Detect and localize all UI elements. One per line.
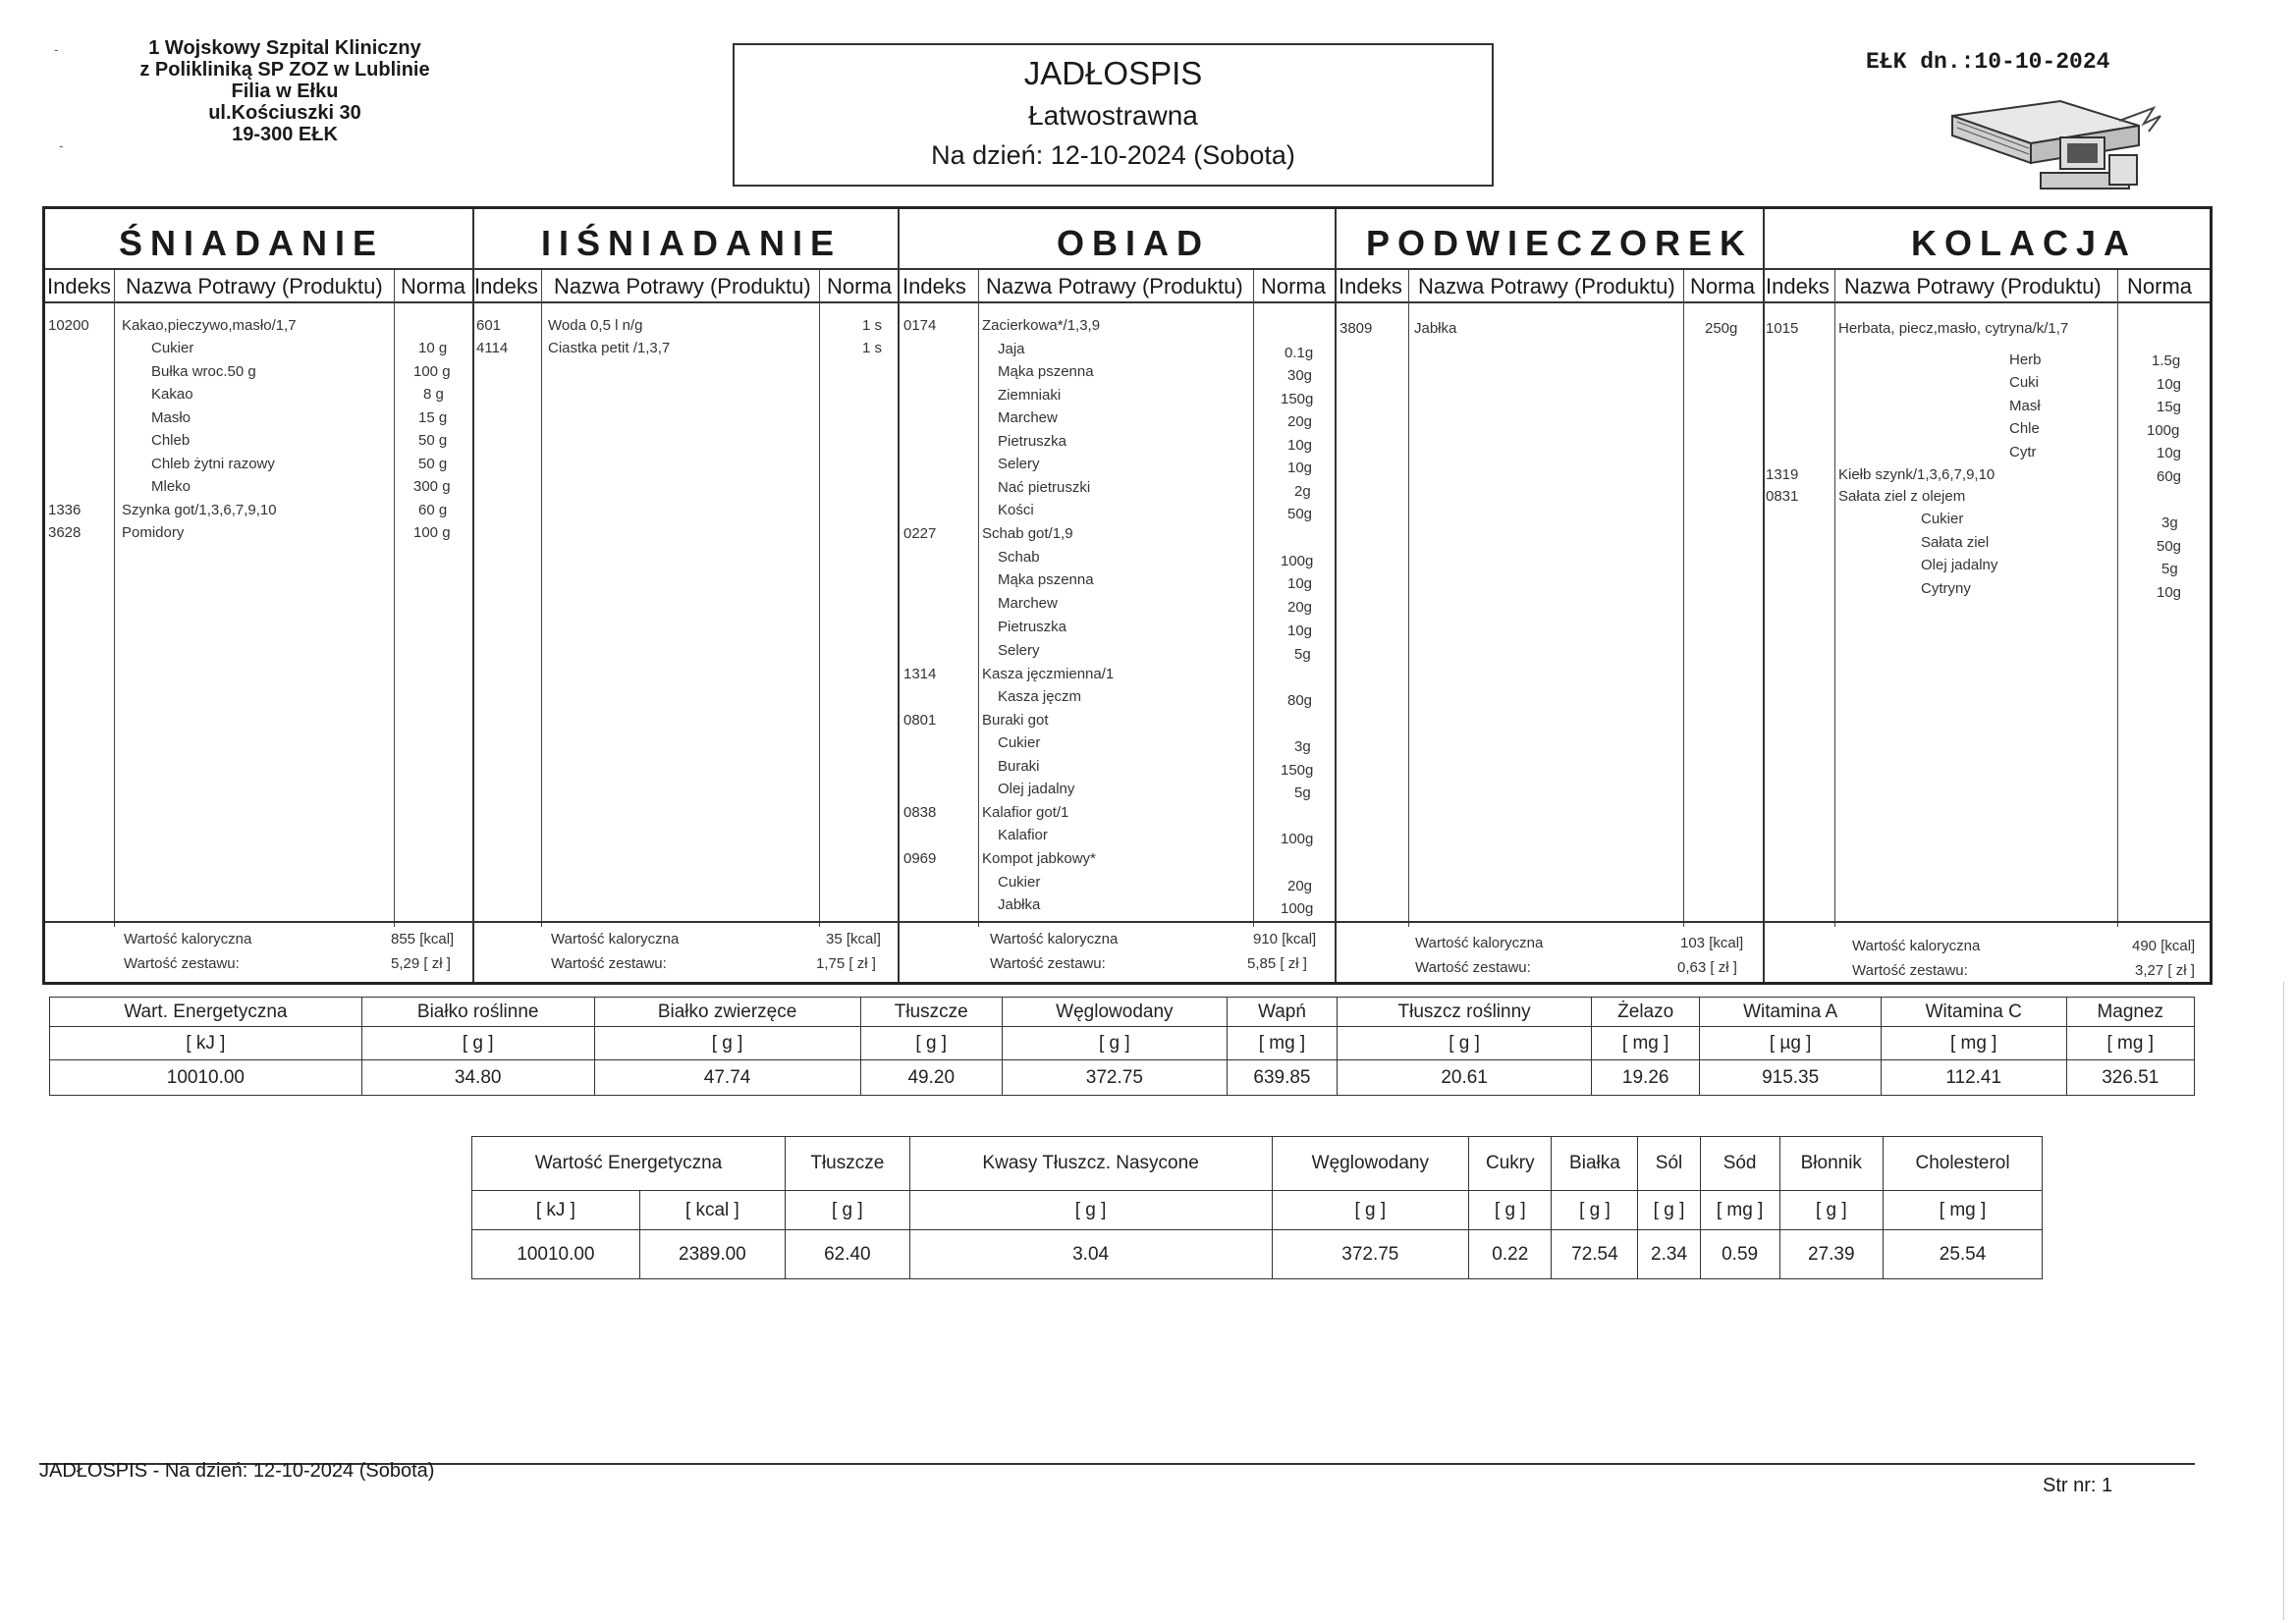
column-line bbox=[1683, 270, 1684, 927]
nutrient-unit: [ g ] bbox=[1638, 1191, 1700, 1230]
section-divider bbox=[472, 209, 474, 982]
dish-name: Schab got/1,9 bbox=[982, 525, 1073, 542]
hospital-line-3: Filia w Ełku bbox=[231, 81, 339, 102]
col-index: Indeks bbox=[1766, 274, 1830, 298]
col-norm: Norma bbox=[2127, 274, 2193, 298]
nutrient-value: 62.40 bbox=[786, 1230, 910, 1279]
item-norm: 100g bbox=[1281, 831, 1314, 847]
nutrition-value-row bbox=[50, 1060, 2195, 1096]
col-norm: Norma bbox=[1261, 274, 1327, 298]
item-norm: 300 g bbox=[413, 478, 451, 495]
nutrient-unit: [ g ] bbox=[1002, 1027, 1227, 1060]
ingredient: Selery bbox=[998, 456, 1040, 472]
item-norm: 15 g bbox=[418, 409, 448, 426]
ii-sniadanie-set-value: 1,75 [ zł ] bbox=[816, 955, 876, 972]
nutrient-value: 47.74 bbox=[594, 1060, 860, 1096]
ingredient: Nać pietruszki bbox=[998, 479, 1091, 496]
nutrient-header: Węglowodany bbox=[1002, 998, 1227, 1027]
section-title-ii-sniadanie: IIŚNIADANIE bbox=[541, 223, 843, 263]
nutrient-value: 372.75 bbox=[1002, 1060, 1227, 1096]
nutrient-value: 25.54 bbox=[1884, 1230, 2043, 1279]
ingredient: Jaja bbox=[998, 341, 1025, 357]
nutrient-unit: [ g ] bbox=[1338, 1027, 1592, 1060]
column-header-row bbox=[45, 270, 2210, 303]
item-norm: 8 g bbox=[423, 386, 444, 403]
nutrient-unit: [ g ] bbox=[909, 1191, 1272, 1230]
item-norm: 10g bbox=[1287, 437, 1313, 454]
nutrient-value: 10010.00 bbox=[50, 1060, 362, 1096]
nutrition-header-row bbox=[472, 1137, 2043, 1191]
item-norm: 5g bbox=[1294, 784, 1311, 801]
section-footers bbox=[45, 921, 2210, 982]
ingredient: Kalafior bbox=[998, 827, 1048, 843]
dish-name: Sałata ziel z olejem bbox=[1838, 488, 1966, 505]
nutrition-summary-table bbox=[49, 997, 2195, 1096]
item-norm: 100 g bbox=[413, 524, 451, 541]
item-norm: 5g bbox=[2161, 561, 2178, 577]
item-norm: 50 g bbox=[418, 432, 448, 449]
item-index: 0801 bbox=[903, 712, 937, 729]
item-index: 0227 bbox=[903, 525, 937, 542]
ingredient: Cukier bbox=[998, 734, 1041, 751]
ingredient: Cukier bbox=[1921, 511, 1964, 527]
nutrient-unit: [ g ] bbox=[1272, 1191, 1469, 1230]
dish-name: Jabłka bbox=[1414, 320, 1457, 337]
obiad-set-value: 5,85 [ zł ] bbox=[1247, 955, 1307, 972]
column-line bbox=[1834, 270, 1835, 927]
item-norm: 0.1g bbox=[1285, 345, 1314, 361]
nutrient-unit: [ g ] bbox=[1469, 1191, 1552, 1230]
nutrient-value: 20.61 bbox=[1338, 1060, 1592, 1096]
ingredient: Olej jadalny bbox=[1921, 557, 1998, 573]
column-line bbox=[1253, 270, 1254, 927]
column-line bbox=[394, 270, 395, 927]
ingredient: Ziemniaki bbox=[998, 387, 1062, 404]
nutrient-value: 372.75 bbox=[1272, 1230, 1469, 1279]
nutrition-label-table bbox=[471, 1136, 2043, 1279]
nutrient-unit: [ g ] bbox=[1779, 1191, 1884, 1230]
nutrient-header: Tłuszcz roślinny bbox=[1338, 998, 1592, 1027]
item-norm: 100g bbox=[1281, 900, 1314, 917]
item-norm: 10g bbox=[2157, 376, 2182, 393]
col-index: Indeks bbox=[902, 274, 966, 298]
dish-name: Kasza jęczmienna/1 bbox=[982, 666, 1115, 682]
col-name: Nazwa Potrawy (Produktu) bbox=[986, 274, 1243, 298]
hospital-address bbox=[98, 37, 471, 145]
nutrient-unit: [ mg ] bbox=[1700, 1191, 1779, 1230]
hospital-line-2: z Polikliniką SP ZOZ w Lublinie bbox=[139, 59, 430, 81]
nutrient-unit: [ g ] bbox=[361, 1027, 594, 1060]
nutrient-header: Cholesterol bbox=[1884, 1137, 2043, 1191]
nutrient-unit: [ kJ ] bbox=[50, 1027, 362, 1060]
nutrient-unit: [ g ] bbox=[860, 1027, 1002, 1060]
nutrient-value: 0.22 bbox=[1469, 1230, 1552, 1279]
ii-sniadanie-calories: 35 [kcal] bbox=[826, 931, 881, 947]
nutrient-unit: [ kJ ] bbox=[472, 1191, 640, 1230]
col-norm: Norma bbox=[827, 274, 893, 298]
nutrient-unit: [ µg ] bbox=[1700, 1027, 1882, 1060]
section-divider bbox=[898, 209, 900, 982]
nutrient-header: Białko roślinne bbox=[361, 998, 594, 1027]
section-title-sniadanie: ŚNIADANIE bbox=[119, 223, 385, 263]
dish-name: Kakao,pieczywo,masło/1,7 bbox=[122, 317, 297, 334]
ingredient: Chle bbox=[2009, 420, 2040, 437]
item-norm: 20g bbox=[1287, 599, 1313, 616]
item-index: 0831 bbox=[1766, 488, 1799, 505]
calories-label: Wartość kaloryczna bbox=[1852, 938, 1981, 954]
nutrient-unit: [ mg ] bbox=[1881, 1027, 2066, 1060]
set-value-label: Wartość zestawu: bbox=[124, 955, 240, 972]
title-box bbox=[733, 43, 1494, 187]
books-computer-icon bbox=[1942, 96, 2168, 194]
set-value-label: Wartość zestawu: bbox=[1415, 959, 1531, 976]
ingredient: Schab bbox=[998, 549, 1040, 566]
ingredient: Cuki bbox=[2009, 374, 2040, 391]
ingredient: Chleb bbox=[151, 432, 191, 449]
col-name: Nazwa Potrawy (Produktu) bbox=[1844, 274, 2102, 298]
column-line bbox=[2117, 270, 2118, 927]
ingredient: Mąka pszenna bbox=[998, 363, 1094, 380]
item-index: 601 bbox=[476, 317, 502, 334]
kolacja-calories: 490 [kcal] bbox=[2132, 938, 2196, 954]
dish-name: Buraki got bbox=[982, 712, 1049, 729]
item-index: 3809 bbox=[1339, 320, 1373, 337]
nutrient-unit: [ g ] bbox=[786, 1191, 910, 1230]
calories-label: Wartość kaloryczna bbox=[990, 931, 1119, 947]
section-divider bbox=[1335, 209, 1337, 982]
section-titles bbox=[45, 209, 2210, 270]
nutrient-value: 72.54 bbox=[1552, 1230, 1638, 1279]
item-index: 0969 bbox=[903, 850, 937, 867]
column-line bbox=[1408, 270, 1409, 927]
col-norm: Norma bbox=[1690, 274, 1756, 298]
column-line bbox=[114, 270, 115, 927]
item-norm: 15g bbox=[2157, 399, 2182, 415]
section-title-podwieczorek: PODWIECZOREK bbox=[1366, 223, 1754, 263]
item-norm: 100g bbox=[2147, 422, 2180, 439]
hospital-line-5: 19-300 EŁK bbox=[232, 124, 338, 145]
ingredient: Mąka pszenna bbox=[998, 571, 1094, 588]
calories-label: Wartość kaloryczna bbox=[1415, 935, 1544, 951]
footer-title: JADŁOSPIS - Na dzień: 12-10-2024 (Sobota) bbox=[39, 1460, 435, 1482]
section-title-obiad: OBIAD bbox=[1057, 223, 1210, 263]
ingredient: Selery bbox=[998, 642, 1040, 659]
item-norm: 5g bbox=[1294, 646, 1311, 663]
item-index: 1319 bbox=[1766, 466, 1799, 483]
ingredient: Kasza jęczm bbox=[998, 688, 1082, 705]
menu-table bbox=[42, 206, 2213, 985]
ingredient: Kości bbox=[998, 502, 1034, 518]
col-index: Indeks bbox=[1339, 274, 1402, 298]
col-name: Nazwa Potrawy (Produktu) bbox=[126, 274, 383, 298]
nutrient-header: Sód bbox=[1700, 1137, 1779, 1191]
column-line bbox=[819, 270, 820, 927]
dish-name: Kompot jabkowy* bbox=[982, 850, 1096, 867]
nutrient-header: Witamina A bbox=[1700, 998, 1882, 1027]
item-norm: 50 g bbox=[418, 456, 448, 472]
item-norm: 10g bbox=[1287, 622, 1313, 639]
dish-name: Szynka got/1,3,6,7,9,10 bbox=[122, 502, 277, 518]
sniadanie-set-value: 5,29 [ zł ] bbox=[391, 955, 451, 972]
ingredient: Cukier bbox=[998, 874, 1041, 891]
item-norm: 100 g bbox=[413, 363, 451, 380]
nutrient-header: Wart. Energetyczna bbox=[50, 998, 362, 1027]
item-index: 1336 bbox=[48, 502, 82, 518]
ingredient: Pietruszka bbox=[998, 619, 1067, 635]
nutrient-unit: [ g ] bbox=[594, 1027, 860, 1060]
ingredient: Marchew bbox=[998, 595, 1058, 612]
nutrient-value: 19.26 bbox=[1592, 1060, 1700, 1096]
item-norm: 10g bbox=[1287, 460, 1313, 476]
item-norm: 100g bbox=[1281, 553, 1314, 569]
nutrient-header: Sól bbox=[1638, 1137, 1700, 1191]
item-norm: 3g bbox=[2161, 514, 2178, 531]
nutrient-value: 10010.00 bbox=[472, 1230, 640, 1279]
nutrient-value: 27.39 bbox=[1779, 1230, 1884, 1279]
nutrient-unit: [ g ] bbox=[1552, 1191, 1638, 1230]
item-norm: 1 s bbox=[862, 317, 883, 334]
dish-name: Kalafior got/1 bbox=[982, 804, 1069, 821]
scan-mark: - bbox=[59, 137, 64, 153]
item-index: 3628 bbox=[48, 524, 82, 541]
obiad-calories: 910 [kcal] bbox=[1253, 931, 1317, 947]
ingredient: Chleb żytni razowy bbox=[151, 456, 275, 472]
set-value-label: Wartość zestawu: bbox=[990, 955, 1106, 972]
scan-edge bbox=[2283, 982, 2284, 1620]
nutrient-value: 2.34 bbox=[1638, 1230, 1700, 1279]
section-title-kolacja: KOLACJA bbox=[1911, 223, 2138, 263]
item-index: 1314 bbox=[903, 666, 937, 682]
column-line bbox=[978, 270, 979, 927]
item-norm: 60g bbox=[2157, 468, 2182, 485]
nutrient-header: Białko zwierzęce bbox=[594, 998, 860, 1027]
podwieczorek-calories: 103 [kcal] bbox=[1680, 935, 1744, 951]
ingredient: Olej jadalny bbox=[998, 781, 1075, 797]
nutrient-value: 112.41 bbox=[1881, 1060, 2066, 1096]
item-norm: 10 g bbox=[418, 340, 448, 356]
diet-name: Łatwostrawna bbox=[1028, 100, 1198, 131]
nutrient-header: Żelazo bbox=[1592, 998, 1700, 1027]
ingredient: Mleko bbox=[151, 478, 191, 495]
ingredient: Bułka wroc.50 g bbox=[151, 363, 256, 380]
nutrient-unit: [ mg ] bbox=[1227, 1027, 1337, 1060]
nutrition-unit-row bbox=[472, 1191, 2043, 1230]
scan-mark: - bbox=[54, 41, 59, 57]
ingredient: Buraki bbox=[998, 758, 1040, 775]
item-norm: 50g bbox=[2157, 538, 2182, 555]
col-name: Nazwa Potrawy (Produktu) bbox=[1418, 274, 1675, 298]
nutrition-unit-row bbox=[50, 1027, 2195, 1060]
nutrient-header: Cukry bbox=[1469, 1137, 1552, 1191]
dish-name: Woda 0,5 l n/g bbox=[548, 317, 643, 334]
dish-name: Herbata, piecz,masło, cytryna/k/1,7 bbox=[1838, 320, 2069, 337]
nutrient-header: Witamina C bbox=[1881, 998, 2066, 1027]
item-norm: 20g bbox=[1287, 413, 1313, 430]
item-index: 4114 bbox=[476, 340, 509, 356]
nutrient-value: 2389.00 bbox=[639, 1230, 785, 1279]
section-divider bbox=[1763, 209, 1765, 982]
nutrient-header: Białka bbox=[1552, 1137, 1638, 1191]
nutrient-unit: [ mg ] bbox=[1884, 1191, 2043, 1230]
hospital-line-1: 1 Wojskowy Szpital Kliniczny bbox=[148, 37, 421, 59]
nutrient-value: 3.04 bbox=[909, 1230, 1272, 1279]
item-index: 0838 bbox=[903, 804, 937, 821]
calories-label: Wartość kaloryczna bbox=[124, 931, 252, 947]
nutrient-value: 49.20 bbox=[860, 1060, 1002, 1096]
nutrient-header: Magnez bbox=[2066, 998, 2195, 1027]
nutrition-value-row bbox=[472, 1230, 2043, 1279]
nutrient-value: 0.59 bbox=[1700, 1230, 1779, 1279]
podwieczorek-set-value: 0,63 [ zł ] bbox=[1677, 959, 1737, 976]
nutrient-header: Błonnik bbox=[1779, 1137, 1884, 1191]
nutrient-header: Wartość Energetyczna bbox=[472, 1137, 786, 1191]
set-value-label: Wartość zestawu: bbox=[551, 955, 667, 972]
nutrient-unit: [ mg ] bbox=[2066, 1027, 2195, 1060]
item-norm: 60 g bbox=[418, 502, 448, 518]
menu-date: Na dzień: 12-10-2024 (Sobota) bbox=[931, 140, 1295, 170]
ingredient: Kakao bbox=[151, 386, 193, 403]
item-norm: 150g bbox=[1281, 762, 1314, 779]
ingredient: Jabłka bbox=[998, 896, 1041, 913]
item-norm: 10g bbox=[2157, 584, 2182, 601]
item-norm: 1 s bbox=[862, 340, 883, 356]
nutrient-header: Tłuszcze bbox=[860, 998, 1002, 1027]
ingredient: Marchew bbox=[998, 409, 1058, 426]
dish-name: Kiełb szynk/1,3,6,7,9,10 bbox=[1838, 466, 1995, 483]
place-date: EŁK dn.:10-10-2024 bbox=[1866, 49, 2110, 75]
nutrition-header-row bbox=[50, 998, 2195, 1027]
ingredient: Masło bbox=[151, 409, 191, 426]
item-norm: 3g bbox=[1294, 738, 1311, 755]
sniadanie-calories: 855 [kcal] bbox=[391, 931, 455, 947]
item-norm: 1.5g bbox=[2152, 352, 2181, 369]
kolacja-set-value: 3,27 [ zł ] bbox=[2135, 962, 2195, 979]
col-index: Indeks bbox=[47, 274, 111, 298]
item-index: 1015 bbox=[1766, 320, 1799, 337]
item-norm: 10g bbox=[2157, 445, 2182, 461]
item-norm: 80g bbox=[1287, 692, 1313, 709]
ingredient: Cytryny bbox=[1921, 580, 1971, 597]
page-number: Str nr: 1 bbox=[2043, 1475, 2113, 1496]
nutrient-header: Wapń bbox=[1227, 998, 1337, 1027]
calories-label: Wartość kaloryczna bbox=[551, 931, 680, 947]
nutrient-header: Węglowodany bbox=[1272, 1137, 1469, 1191]
dish-name: Pomidory bbox=[122, 524, 185, 541]
nutrient-header: Tłuszcze bbox=[786, 1137, 910, 1191]
ingredient: Masł bbox=[2009, 398, 2041, 414]
item-index: 0174 bbox=[903, 317, 937, 334]
nutrient-unit: [ kcal ] bbox=[639, 1191, 785, 1230]
ingredient: Sałata ziel bbox=[1921, 534, 1990, 551]
column-line bbox=[541, 270, 542, 927]
item-norm: 30g bbox=[1287, 367, 1313, 384]
nutrient-header: Kwasy Tłuszcz. Nasycone bbox=[909, 1137, 1272, 1191]
ingredient: Cytr bbox=[2009, 444, 2037, 460]
nutrient-value: 915.35 bbox=[1700, 1060, 1882, 1096]
nutrient-value: 34.80 bbox=[361, 1060, 594, 1096]
dish-name: Ciastka petit /1,3,7 bbox=[548, 340, 671, 356]
item-index: 10200 bbox=[48, 317, 89, 334]
ingredient: Pietruszka bbox=[998, 433, 1067, 450]
item-norm: 20g bbox=[1287, 878, 1313, 894]
col-index: Indeks bbox=[474, 274, 538, 298]
set-value-label: Wartość zestawu: bbox=[1852, 962, 1968, 979]
item-norm: 150g bbox=[1281, 391, 1314, 407]
dish-name: Zacierkowa*/1,3,9 bbox=[982, 317, 1101, 334]
col-norm: Norma bbox=[401, 274, 466, 298]
item-norm: 250g bbox=[1705, 320, 1738, 337]
menu-title: JADŁOSPIS bbox=[1023, 55, 1203, 91]
nutrient-value: 326.51 bbox=[2066, 1060, 2195, 1096]
item-norm: 50g bbox=[1287, 506, 1313, 522]
nutrient-unit: [ mg ] bbox=[1592, 1027, 1700, 1060]
nutrient-value: 639.85 bbox=[1227, 1060, 1337, 1096]
hospital-line-4: ul.Kościuszki 30 bbox=[208, 102, 361, 124]
ingredient: Herb bbox=[2009, 352, 2042, 368]
item-norm: 10g bbox=[1287, 575, 1313, 592]
item-norm: 2g bbox=[1294, 483, 1311, 500]
ingredient: Cukier bbox=[151, 340, 194, 356]
col-name: Nazwa Potrawy (Produktu) bbox=[554, 274, 811, 298]
